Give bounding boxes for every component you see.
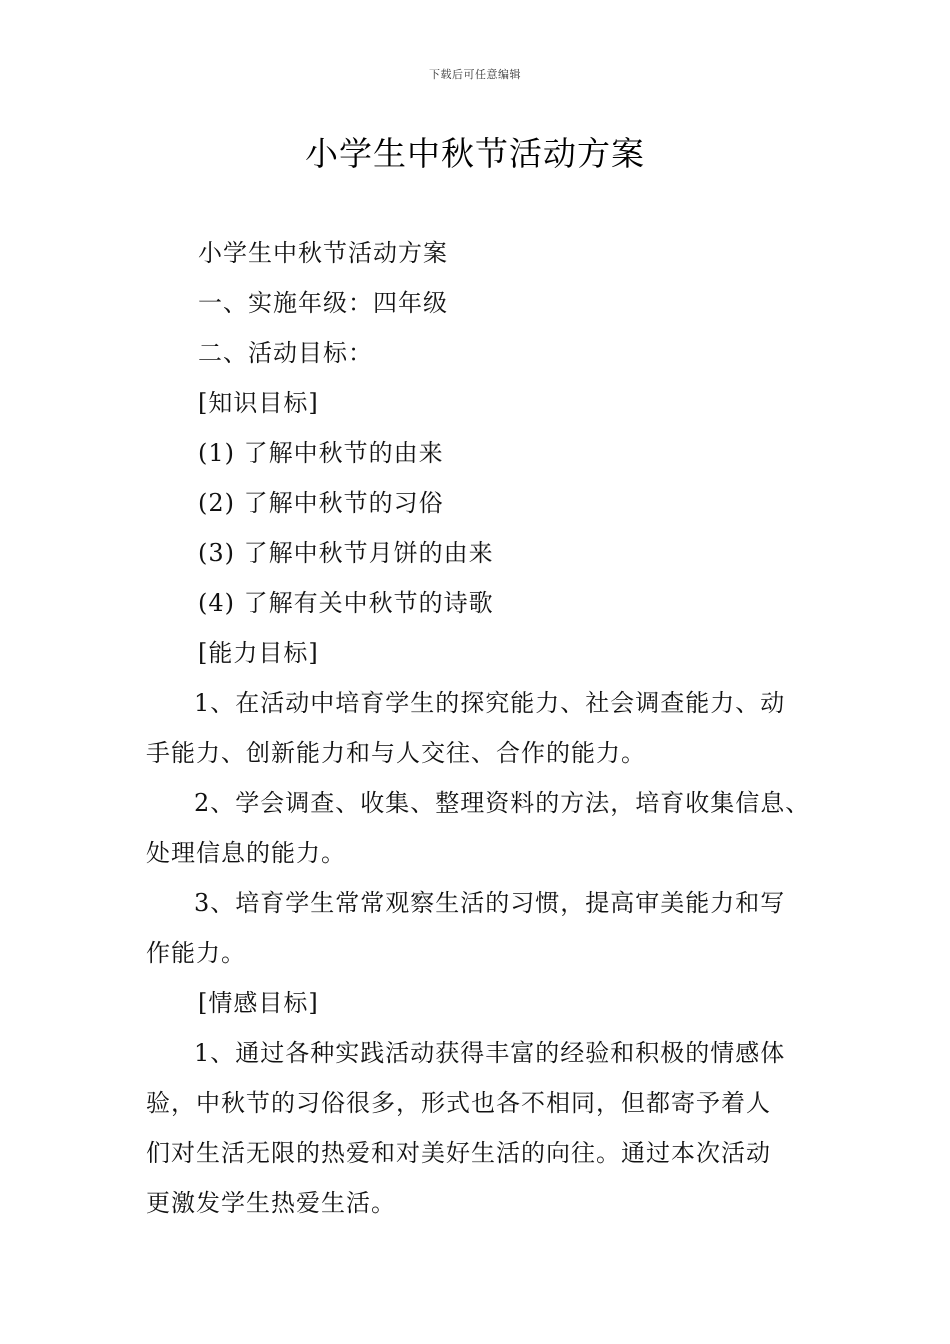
ability-goal-3-line-1: 3、培育学生常常观察生活的习惯，提高审美能力和写: [194, 889, 786, 917]
section-grade: 一、实施年级：四年级: [198, 289, 448, 317]
knowledge-goal-1: (1) 了解中秋节的由来: [198, 439, 444, 467]
ability-goal-1-line-2: 手能力、创新能力和与人交往、合作的能力。: [146, 739, 646, 767]
knowledge-goal-3: (3) 了解中秋节月饼的由来: [198, 539, 494, 567]
header-note: 下载后可任意编辑: [429, 68, 521, 81]
ability-goals-heading: [能力目标]: [198, 639, 319, 667]
emotion-goal-1-line-4: 更激发学生热爱生活。: [146, 1189, 396, 1217]
body-subtitle: 小学生中秋节活动方案: [198, 239, 448, 267]
knowledge-goals-heading: [知识目标]: [198, 389, 319, 417]
document-body: [146, 228, 810, 1228]
emotion-goal-1-line-1: 1、通过各种实践活动获得丰富的经验和积极的情感体: [194, 1039, 786, 1067]
emotion-goal-1-line-2: 验，中秋节的习俗很多，形式也各不相同，但都寄予着人: [146, 1089, 771, 1117]
document-title: 小学生中秋节活动方案: [305, 134, 645, 173]
ability-goal-2-line-2: 处理信息的能力。: [146, 839, 346, 867]
knowledge-goal-4: (4) 了解有关中秋节的诗歌: [198, 589, 494, 617]
section-goals-heading: 二、活动目标：: [198, 339, 373, 367]
emotion-goal-1-line-3: 们对生活无限的热爱和对美好生活的向往。通过本次活动: [146, 1139, 771, 1167]
emotion-goals-heading: [情感目标]: [198, 989, 319, 1017]
ability-goal-3-line-2: 作能力。: [146, 939, 246, 967]
knowledge-goal-2: (2) 了解中秋节的习俗: [198, 489, 444, 517]
ability-goal-2-line-1: 2、学会调查、收集、整理资料的方法，培育收集信息、: [194, 789, 811, 817]
ability-goal-1-line-1: 1、在活动中培育学生的探究能力、社会调查能力、动: [194, 689, 786, 717]
